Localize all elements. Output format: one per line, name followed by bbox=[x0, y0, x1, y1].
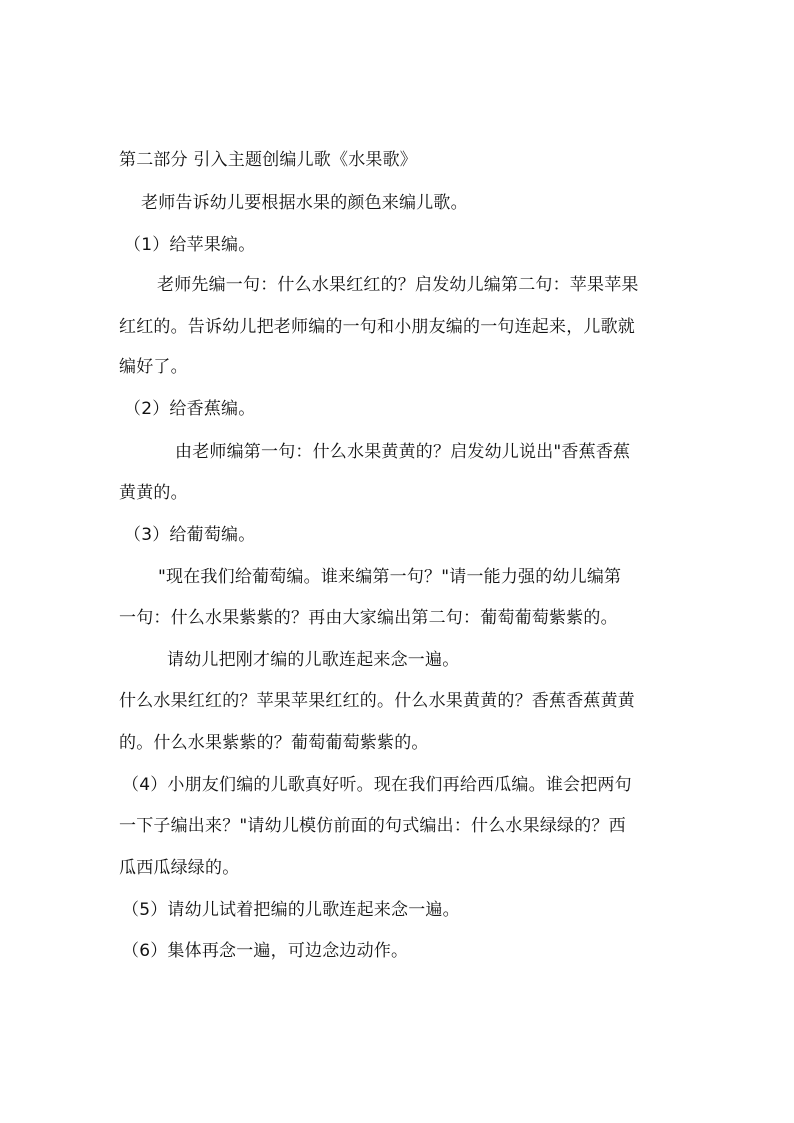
paragraph-line: 的。什么水果紫紫的？葡萄葡萄紫紫的。 bbox=[119, 733, 429, 753]
paragraph-line: 老师先编一句：什么水果红红的？启发幼儿编第二句：苹果苹果 bbox=[157, 275, 639, 295]
paragraph-line: 一句：什么水果紫紫的？再由大家编出第二句：葡萄葡萄紫紫的。 bbox=[119, 608, 618, 628]
paragraph-line: 什么水果红红的？苹果苹果红红的。什么水果黄黄的？香蕉香蕉黄黄 bbox=[119, 691, 635, 711]
paragraph-line: "现在我们给葡萄编。谁来编第一句？"请一能力强的幼儿编第 bbox=[158, 567, 622, 587]
paragraph-line: （1）给苹果编。 bbox=[124, 235, 256, 255]
paragraph-line: 由老师编第一句：什么水果黄黄的？启发幼儿说出"香蕉香蕉 bbox=[175, 442, 631, 462]
paragraph-line: 请幼儿把刚才编的儿歌连起来念一遍。 bbox=[167, 650, 460, 670]
paragraph-line: 老师告诉幼儿要根据水果的颜色来编儿歌。 bbox=[141, 193, 468, 213]
paragraph-line: （6）集体再念一遍，可边念边动作。 bbox=[122, 941, 409, 961]
paragraph-line: （2）给香蕉编。 bbox=[124, 399, 256, 419]
paragraph-line: 编好了。 bbox=[119, 357, 188, 377]
paragraph-line: 黄黄的。 bbox=[119, 483, 188, 503]
section-heading: 第二部分 引入主题创编儿歌《水果歌》 bbox=[119, 150, 418, 170]
paragraph-line: （4）小朋友们编的儿歌真好听。现在我们再给西瓜编。谁会把两句 bbox=[122, 775, 632, 795]
paragraph-line: 红红的。告诉幼儿把老师编的一句和小朋友编的一句连起来，儿歌就 bbox=[119, 317, 635, 337]
paragraph-line: （5）请幼儿试着把编的儿歌连起来念一遍。 bbox=[122, 900, 460, 920]
paragraph-line: 一下子编出来？"请幼儿模仿前面的句式编出：什么水果绿绿的？西 bbox=[119, 816, 626, 836]
paragraph-line: 瓜西瓜绿绿的。 bbox=[119, 858, 240, 878]
paragraph-line: （3）给葡萄编。 bbox=[124, 525, 256, 545]
